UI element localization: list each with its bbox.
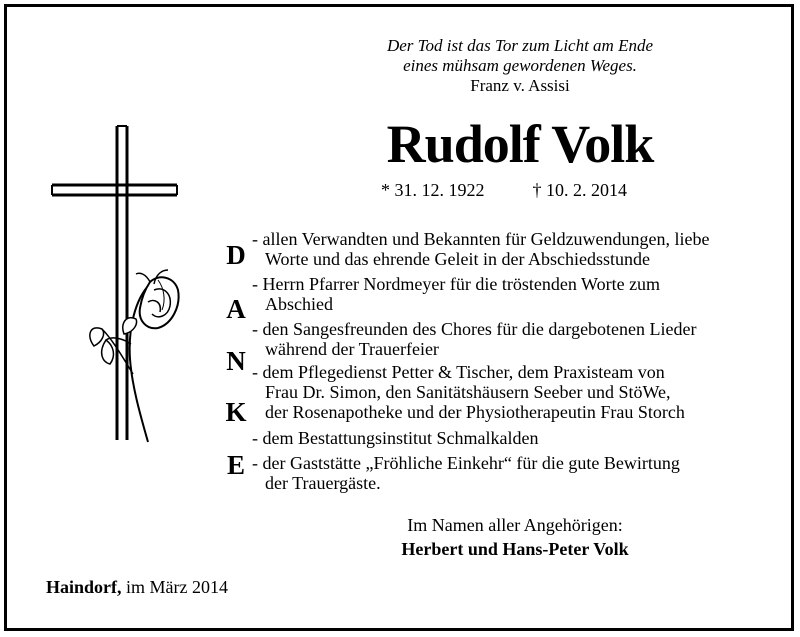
danke-letter-n: N xyxy=(226,346,246,376)
entry-line: während der Trauerfeier xyxy=(265,339,439,359)
thanks-entry-6 xyxy=(252,453,680,493)
quote-line-2: eines mühsam gewordenen Weges. xyxy=(403,56,637,75)
thanks-entry-2 xyxy=(252,274,660,314)
danke-letter-a: A xyxy=(226,294,246,324)
entry-line: - den Sangesfreunden des Chores für die dargebotenen Lieder xyxy=(252,319,697,339)
entry-line: - allen Verwandten und Bekannten für Geldzuwendungen, liebe xyxy=(252,229,710,249)
quote-author: Franz v. Assisi xyxy=(470,76,570,95)
closing-line: Im Namen aller Angehörigen: xyxy=(407,515,623,535)
entry-line: Frau Dr. Simon, den Sanitätshäusern Seeber und StöWe, xyxy=(265,382,671,402)
quote xyxy=(300,36,740,96)
closing-names: Herbert und Hans-Peter Volk xyxy=(401,539,629,559)
entry-line: - dem Pflegedienst Petter & Tischer, dem Praxisteam von xyxy=(252,362,665,382)
death-date: † 10. 2. 2014 xyxy=(532,180,627,200)
place-date-text: im März 2014 xyxy=(126,577,228,597)
closing xyxy=(330,513,700,561)
cross-with-rose-icon xyxy=(50,124,180,444)
danke-letter-k: K xyxy=(225,397,247,427)
thanks-entry-3 xyxy=(252,319,697,359)
quote-line-1: Der Tod ist das Tor zum Licht am Ende xyxy=(386,36,654,55)
life-dates xyxy=(381,180,627,201)
entry-line: der Trauergäste. xyxy=(265,473,381,493)
danke-letter-e: E xyxy=(226,450,245,480)
entry-line: Abschied xyxy=(265,294,333,314)
entry-line: Worte und das ehrende Geleit in der Abschiedsstunde xyxy=(265,249,650,269)
birth-date: * 31. 12. 1922 xyxy=(381,180,485,200)
thanks-entry-4 xyxy=(252,362,685,422)
entry-line: - Herrn Pfarrer Nordmeyer für die tröstenden Worte zum xyxy=(252,274,661,294)
entry-line: der Rosenapotheke und der Physiotherapeutin Frau Storch xyxy=(265,402,685,422)
place-date xyxy=(46,577,228,598)
deceased-name: Rudolf Volk xyxy=(386,114,654,174)
thanks-entry-5 xyxy=(252,428,538,448)
thanks-entry-1 xyxy=(252,229,710,269)
entry-line: - der Gaststätte „Fröhliche Einkehr“ für die gute Bewirtung xyxy=(252,453,680,473)
entry-line: - dem Bestattungsinstitut Schmalkalden xyxy=(252,428,539,448)
place-town: Haindorf, xyxy=(46,577,122,597)
danke-letter-d: D xyxy=(226,240,246,270)
